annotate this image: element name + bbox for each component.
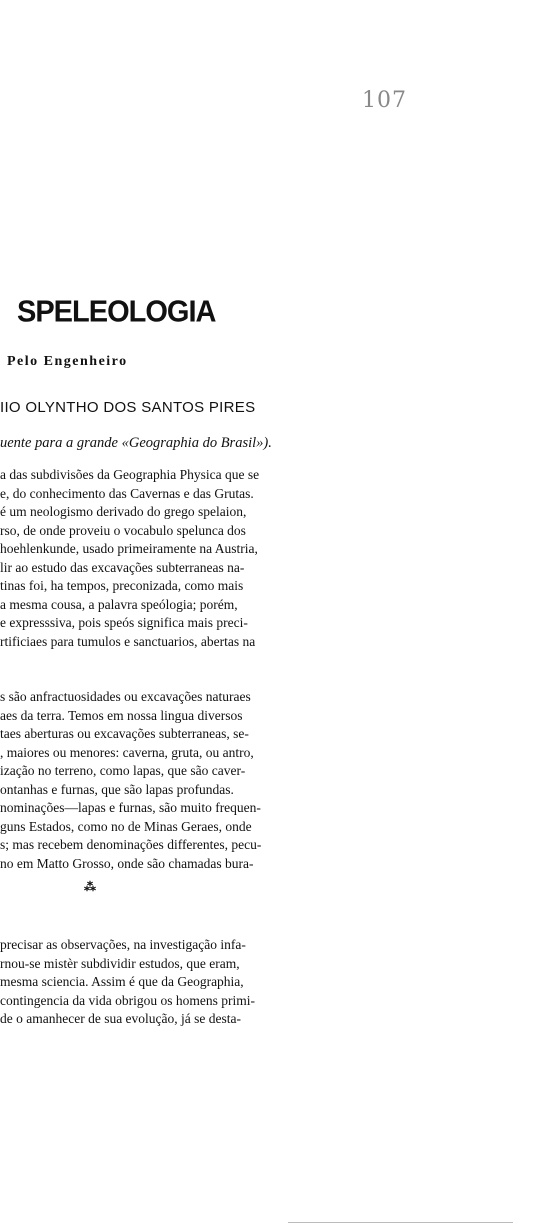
text-line: é um neologismo derivado do grego spelaion, xyxy=(0,504,247,519)
page-number: 107 xyxy=(362,88,407,113)
byline: Pelo Engenheiro xyxy=(7,354,128,369)
page-bottom-rule xyxy=(288,1222,513,1223)
text-line: de o amanhecer de sua evolução, já se desta- xyxy=(0,1011,242,1026)
text-line: lir ao estudo das excavações subterraneas na- xyxy=(0,559,245,575)
text-line: e expresssiva, pois speós significa mais preci- xyxy=(0,615,248,630)
section-asterism: ⁂ xyxy=(84,880,96,894)
text-line: nominações—lapas e furnas, são muito frequen- xyxy=(0,800,261,815)
text-line: tinas foi, ha tempos, preconizada, como mais xyxy=(0,578,244,593)
text-line: hoehlenkunde, usado primeiramente na Austria, xyxy=(0,541,258,556)
text-line: , maiores ou menores: caverna, gruta, ou antro, xyxy=(0,744,254,760)
text-line: contingencia da vida obrigou os homens primi- xyxy=(0,992,255,1008)
text-line: s; mas recebem denominações differentes, pecu- xyxy=(0,837,262,852)
text-line: rtificiaes para tumulos e sanctuarios, abertas na xyxy=(0,633,256,649)
article-title: SPELEOLOGIA xyxy=(17,295,216,329)
text-line: taes aberturas ou excavações subterraneas, se- xyxy=(0,726,249,741)
text-line: mesma sciencia. Assim é que da Geographia, xyxy=(0,974,244,989)
text-line: ontanhas e furnas, que são lapas profundas. xyxy=(0,781,234,797)
text-line: aes da terra. Temos em nossa lingua diversos xyxy=(0,707,243,723)
text-line: precisar as observações, na investigação infa- xyxy=(0,937,246,952)
author-name: IIO OLYNTHO DOS SANTOS PIRES xyxy=(0,399,256,416)
text-line: rso, de onde proveiu o vocabulo spelunca dos xyxy=(0,522,246,538)
text-line: no em Matto Grosso, onde são chamadas bura- xyxy=(0,855,254,871)
text-line: a mesma cousa, a palavra speólogia; porém, xyxy=(0,596,238,612)
text-line: s são anfractuosidades ou excavações naturaes xyxy=(0,689,251,704)
text-line: e, do conhecimento das Cavernas e das Grutas. xyxy=(0,485,254,501)
paragraph-3 xyxy=(0,936,553,1029)
text-line: guns Estados, como no de Minas Geraes, onde xyxy=(0,818,252,834)
paragraph-1 xyxy=(0,466,553,651)
paragraph-2 xyxy=(0,688,553,873)
text-line: rnou-se mistèr subdividir estudos, que eram, xyxy=(0,955,240,971)
dedication-note: uente para a grande «Geographia do Brasil»). xyxy=(0,435,272,451)
text-line: ização no terreno, como lapas, que são caver- xyxy=(0,763,246,778)
text-line: a das subdivisões da Geographia Physica que se xyxy=(0,467,260,482)
